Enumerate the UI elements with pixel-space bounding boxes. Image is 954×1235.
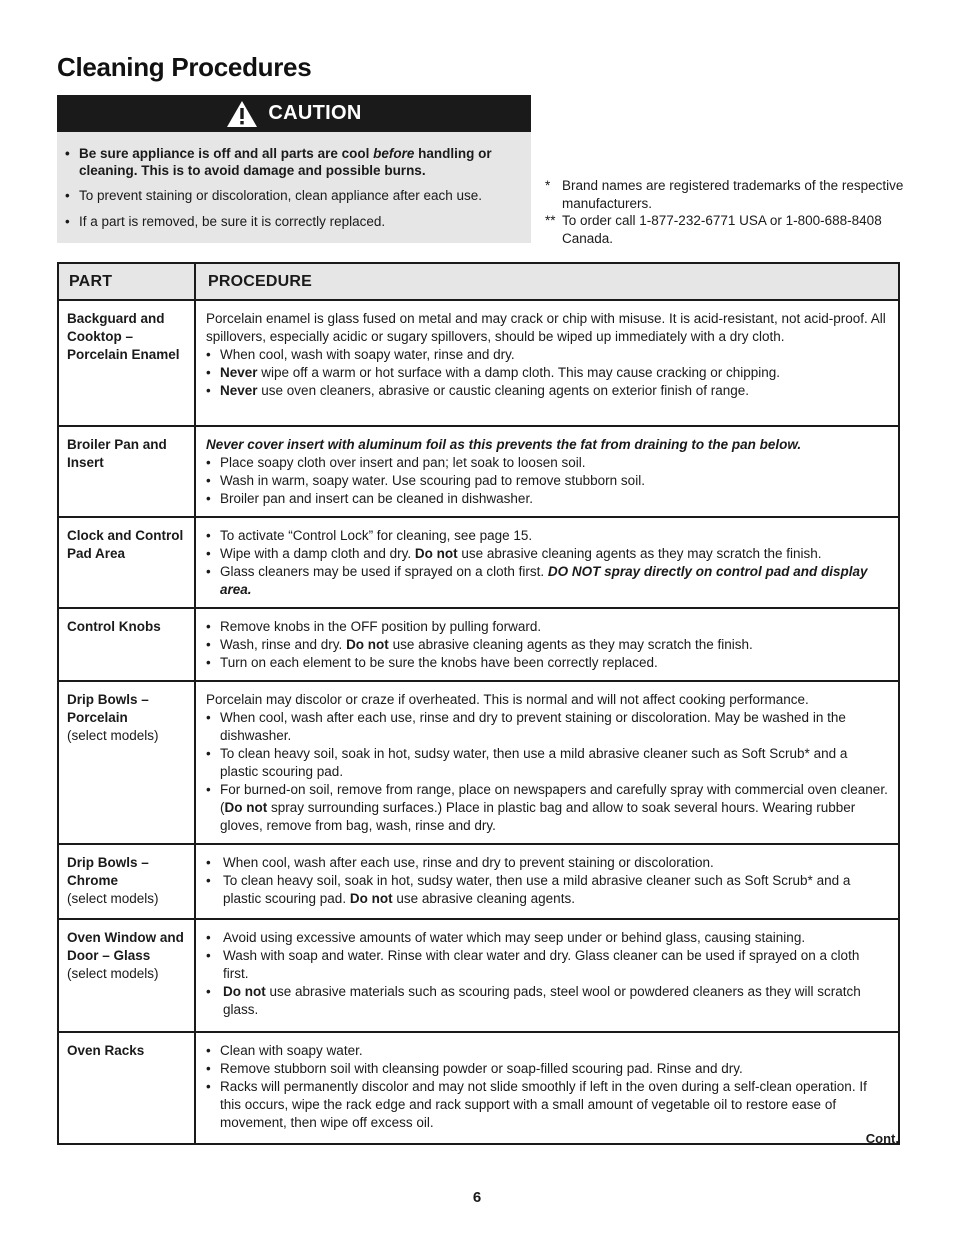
procedure-step: • Wash with soap and water. Rinse with clear water and dry. Glass cleaner can be used if sprayed on a cloth first. xyxy=(206,947,888,983)
part-name: Backguard and Cooktop – Porcelain Enamel xyxy=(67,311,180,362)
part-column-header: PART xyxy=(58,263,195,300)
table-row xyxy=(58,300,899,426)
procedure-cell xyxy=(195,681,899,844)
part-name: Oven Racks xyxy=(67,1043,145,1058)
part-name: Oven Window and Door – Glass xyxy=(67,930,184,963)
procedure-list xyxy=(206,709,888,835)
table-row xyxy=(58,844,899,919)
procedure-step: • Wash in warm, soapy water. Use scouring pad to remove stubborn soil. xyxy=(206,472,888,490)
procedure-step: • Do not use abrasive materials such as scouring pads, steel wool or powdered cleaners as they will scratch glass. xyxy=(206,983,888,1019)
procedure-step: • Broiler pan and insert can be cleaned in dishwasher. xyxy=(206,490,888,508)
part-name: Broiler Pan and Insert xyxy=(67,437,167,470)
procedure-step: • Wash, rinse and dry. Do not use abrasive cleaning agents as they may scratch the finish. xyxy=(206,636,888,654)
procedure-cell xyxy=(195,426,899,517)
part-cell xyxy=(58,844,195,919)
procedure-step: • For burned-on soil, remove from range, place on newspapers and carefully spray with commercial oven cleaner. (Do not spray surrounding surfaces.) Place in plastic bag and allow to soak several hours. Wearing rubber gloves, remove from bag, wash, rinse and dry. xyxy=(206,781,888,835)
procedure-warning: Never cover insert with aluminum foil as this prevents the fat from draining to the pan below. xyxy=(206,437,802,452)
procedure-intro: Porcelain may discolor or craze if overheated. This is normal and will not affect cooking performance. xyxy=(206,692,809,707)
part-name: Drip Bowls – Porcelain xyxy=(67,692,149,725)
trademark-note: * Brand names are registered trademarks of the respective manufacturers. xyxy=(545,178,904,211)
part-note: (select models) xyxy=(67,966,159,981)
part-cell xyxy=(58,517,195,608)
procedure-step: • Place soapy cloth over insert and pan; let soak to loosen soil. xyxy=(206,454,888,472)
warning-triangle-icon xyxy=(226,100,258,128)
procedure-list xyxy=(206,854,888,908)
procedure-cell xyxy=(195,1032,899,1144)
procedure-step: • Turn on each element to be sure the knobs have been correctly replaced. xyxy=(206,654,888,672)
part-cell xyxy=(58,426,195,517)
procedure-list xyxy=(206,618,888,672)
procedure-cell xyxy=(195,517,899,608)
procedure-list xyxy=(206,454,888,508)
procedure-step: • Avoid using excessive amounts of water which may seep under or behind glass, causing staining. xyxy=(206,929,888,947)
procedure-step: • When cool, wash after each use, rinse and dry to prevent staining or discoloration. xyxy=(206,854,888,872)
procedure-step: • When cool, wash with soapy water, rinse and dry. xyxy=(206,346,888,364)
page-number: 6 xyxy=(472,1189,482,1206)
page-title: Cleaning Procedures xyxy=(57,52,312,82)
procedure-step: • Racks will permanently discolor and may not slide smoothly if left in the oven during a self-clean operation. If this occurs, wipe the rack edge and rack support with a small amount of vegetable oil to restore ease of movement, then wipe off excess oil. xyxy=(206,1078,888,1132)
procedure-list xyxy=(206,1042,888,1132)
caution-item: • Be sure appliance is off and all parts are cool before handling or cleaning. This is to avoid damage and possible burns. xyxy=(65,146,523,179)
procedure-step: • Never wipe off a warm or hot surface with a damp cloth. This may cause cracking or chipping. xyxy=(206,364,888,382)
caution-box xyxy=(57,95,531,243)
procedure-step: • When cool, wash after each use, rinse and dry to prevent staining or discoloration. May be washed in the dishwasher. xyxy=(206,709,888,745)
footnotes xyxy=(545,177,905,247)
procedure-step: • Glass cleaners may be used if sprayed on a cloth first. DO NOT spray directly on control pad and display area. xyxy=(206,563,888,599)
continued-label: Cont. xyxy=(865,1131,899,1146)
procedure-cell xyxy=(195,919,899,1032)
caution-header xyxy=(57,95,531,132)
caution-item: • If a part is removed, be sure it is correctly replaced. xyxy=(65,214,523,231)
procedure-cell xyxy=(195,844,899,919)
procedure-step: • To clean heavy soil, soak in hot, sudsy water, then use a mild abrasive cleaner such as Soft Scrub* and a plastic scouring pad. xyxy=(206,745,888,781)
procedure-column-header: PROCEDURE xyxy=(195,263,899,300)
table-row xyxy=(58,681,899,844)
part-cell xyxy=(58,1032,195,1144)
procedure-list xyxy=(206,929,888,1019)
procedure-list xyxy=(206,346,888,400)
part-cell xyxy=(58,300,195,426)
part-name: Drip Bowls – Chrome xyxy=(67,855,149,888)
procedure-intro: Porcelain enamel is glass fused on metal and may crack or chip with misuse. It is acid-resistant, not acid-proof. All spillovers, especially acidic or sugary spillovers, should be wiped up immediately with a dry cloth. xyxy=(206,311,886,344)
procedures-table xyxy=(57,262,900,1145)
part-cell xyxy=(58,919,195,1032)
procedure-step: • Wipe with a damp cloth and dry. Do not use abrasive cleaning agents as they may scratch the finish. xyxy=(206,545,888,563)
procedure-step: • To clean heavy soil, soak in hot, sudsy water, then use a mild abrasive cleaner such as Soft Scrub* and a plastic scouring pad. Do not use abrasive cleaning agents. xyxy=(206,872,888,908)
order-note: ** To order call 1-877-232-6771 USA or 1-800-688-8408 Canada. xyxy=(545,213,882,246)
table-row xyxy=(58,919,899,1032)
procedure-step: • Remove stubborn soil with cleansing powder or soap-filled scouring pad. Rinse and dry. xyxy=(206,1060,888,1078)
procedure-step: • To activate “Control Lock” for cleaning, see page 15. xyxy=(206,527,888,545)
caution-list xyxy=(57,132,531,230)
table-row xyxy=(58,608,899,681)
procedure-step: • Clean with soapy water. xyxy=(206,1042,888,1060)
table-header-row xyxy=(58,263,899,300)
part-name: Clock and Control Pad Area xyxy=(67,528,184,561)
part-name: Control Knobs xyxy=(67,619,161,634)
procedure-list xyxy=(206,527,888,599)
procedure-step: • Remove knobs in the OFF position by pulling forward. xyxy=(206,618,888,636)
part-note: (select models) xyxy=(67,728,159,743)
procedure-cell xyxy=(195,608,899,681)
table-row xyxy=(58,426,899,517)
procedure-cell xyxy=(195,300,899,426)
part-cell xyxy=(58,681,195,844)
part-cell xyxy=(58,608,195,681)
part-note: (select models) xyxy=(67,891,159,906)
table-row xyxy=(58,517,899,608)
procedure-step: • Never use oven cleaners, abrasive or caustic cleaning agents on exterior finish of range. xyxy=(206,382,888,400)
caution-label: CAUTION xyxy=(268,102,362,124)
caution-item: • To prevent staining or discoloration, clean appliance after each use. xyxy=(65,188,523,205)
table-row xyxy=(58,1032,899,1144)
